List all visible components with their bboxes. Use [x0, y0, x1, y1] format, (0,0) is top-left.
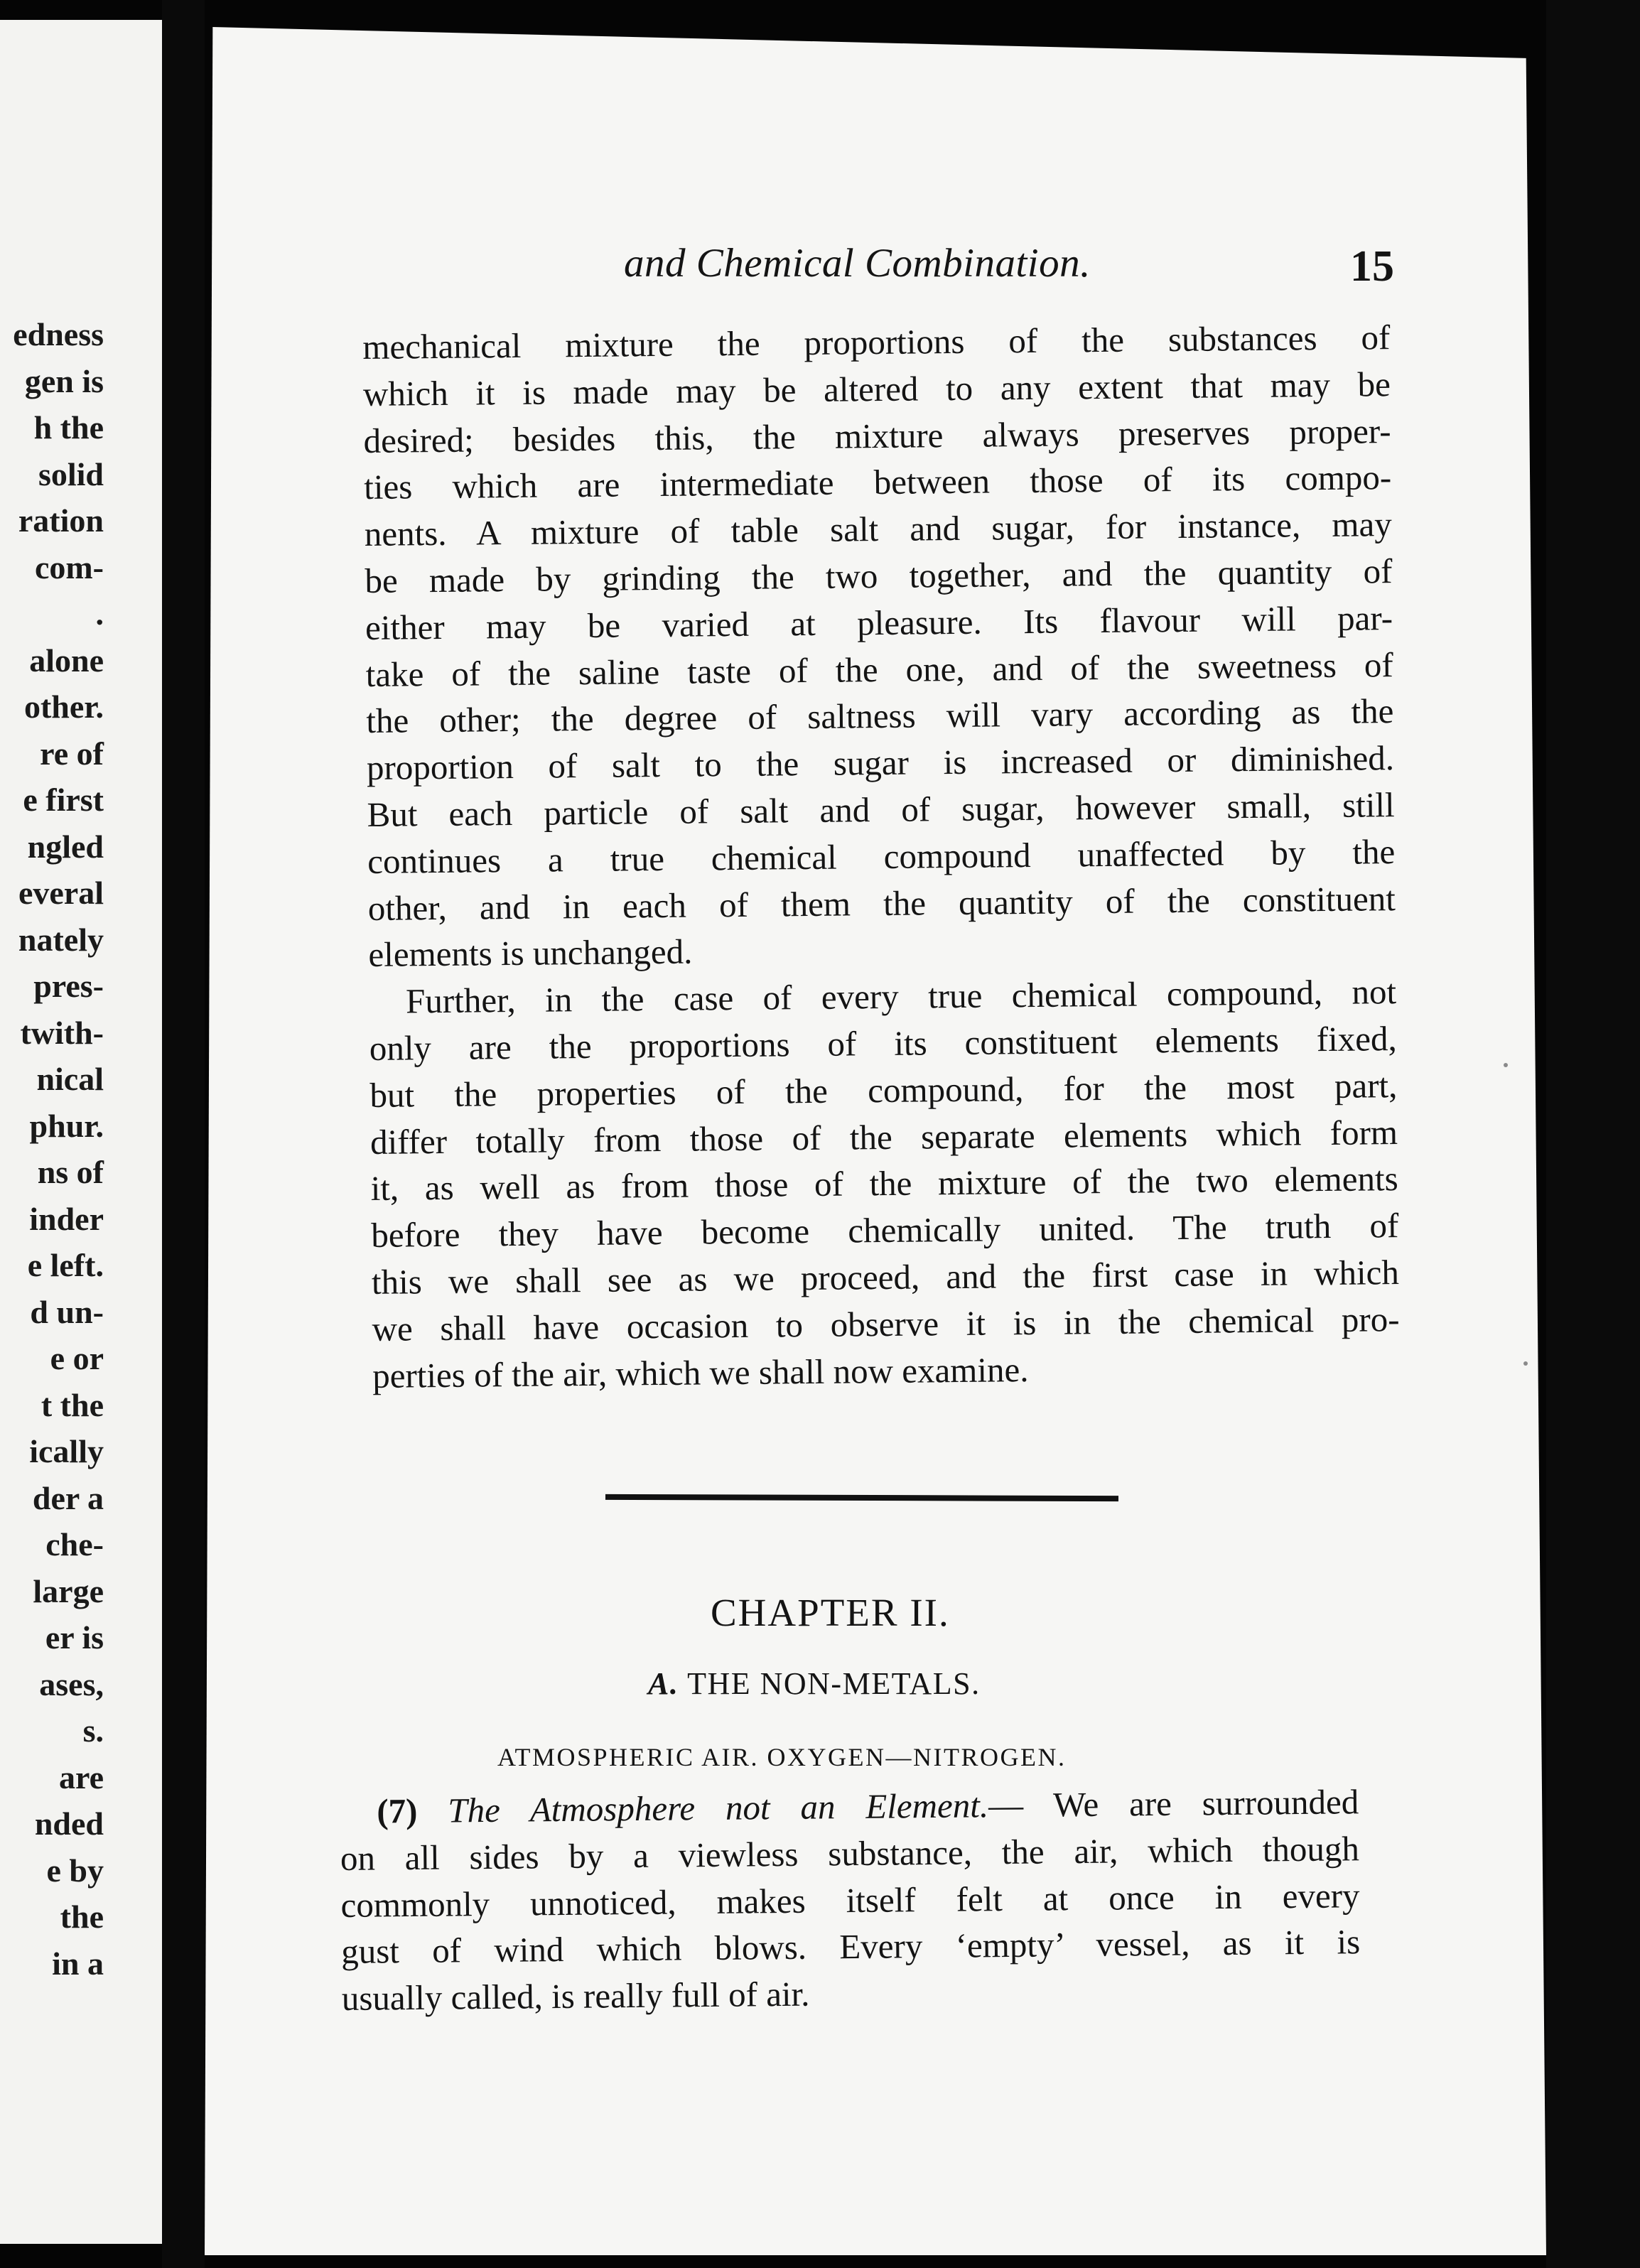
facing-page-fragment: ns of [37, 1154, 104, 1190]
subsection-title: ATMOSPHERIC AIR. OXYGEN—NITROGEN. [497, 1743, 1067, 1771]
body-line: Further, in the case of every true chemical compound, not [405, 972, 1397, 1021]
body-line: gust of wind which blows. Every ‘empty’ vessel, as it is [340, 1922, 1361, 1972]
facing-page-fragment: large [33, 1572, 104, 1609]
facing-page-fragment: inder [29, 1200, 104, 1237]
facing-page-fragment: alone [29, 642, 104, 679]
chapter-title: CHAPTER II. [711, 1591, 950, 1634]
paragraph-lead: — We are surrounded [988, 1782, 1359, 1825]
book-gutter [162, 0, 205, 2268]
body-line: desired; besides this, the mixture always preserves proper- [363, 411, 1391, 460]
body-line: elements is unchanged. [368, 932, 693, 975]
body-line: perties of the air, which we shall now examine. [372, 1349, 1029, 1395]
facing-page-fragment: e by [46, 1852, 104, 1889]
body-line: usually called, is really full of air. [341, 1974, 810, 2019]
scan-speck [1523, 1361, 1528, 1366]
facing-page-fragment: ration [18, 502, 104, 539]
body-paragraphs [362, 314, 1400, 1399]
facing-page-fragment: er is [45, 1619, 104, 1656]
section-title [648, 1665, 981, 1702]
facing-page-fragment: s. [82, 1712, 104, 1749]
body-line: mechanical mixture the proportions of the substances of [362, 318, 1391, 367]
facing-page-fragment: nately [18, 921, 104, 958]
facing-page-fragment: e first [23, 782, 104, 818]
page-number: 15 [1350, 242, 1394, 291]
facing-page-fragment: ically [29, 1433, 104, 1469]
body-line: it, as well as from those of the mixture of the two elements [370, 1159, 1398, 1209]
body-line: on all sides by a viewless substance, the air, which though [340, 1829, 1360, 1878]
body-line: either may be varied at pleasure. Its flavour will par- [365, 598, 1393, 647]
facing-page-fragment: d un- [30, 1293, 104, 1330]
body-line: proportion of salt to the sugar is increased or diminished. [366, 738, 1395, 788]
facing-page-fragment: solid [38, 455, 104, 492]
section-name: THE NON-METALS. [687, 1666, 981, 1701]
body-line: ties which are intermediate between those of its compo- [363, 458, 1392, 507]
facing-page-fragment: e or [50, 1340, 104, 1376]
facing-page-fragment: phur. [29, 1107, 104, 1144]
facing-page-fragment: are [58, 1759, 104, 1796]
facing-page-fragment: re of [40, 735, 104, 772]
facing-page-fragment: che- [45, 1526, 104, 1562]
facing-page-fragment: nical [36, 1061, 104, 1097]
facing-page-fragment: e left. [27, 1247, 104, 1283]
paragraph-7 [340, 1779, 1361, 2023]
facing-page-fragment: der a [32, 1479, 104, 1516]
paragraph-heading: The Atmosphere not an Element. [448, 1786, 989, 1830]
body-line: continues a true chemical compound unaffected by the [367, 831, 1396, 881]
facing-page-fragment: ases, [39, 1665, 104, 1702]
body-line: commonly unnoticed, makes itself felt at once in every [340, 1875, 1360, 1925]
facing-page-left [0, 20, 162, 2244]
facing-page-fragment: twith- [20, 1014, 104, 1051]
body-line: differ totally from those of the separate elements which form [369, 1112, 1398, 1162]
body-line: which it is made may be altered to any extent that may be [362, 364, 1391, 414]
facing-page-fragment: t the [41, 1386, 104, 1423]
facing-page-fragment: edness [13, 316, 104, 352]
facing-page-fragment: h the [33, 409, 104, 446]
facing-page-fragment: gen is [24, 362, 104, 399]
facing-page-fragment: everal [18, 875, 104, 911]
body-line: the other; the degree of saltness will vary according as the [366, 691, 1394, 741]
facing-page-fragment: . [95, 595, 104, 632]
running-head: and Chemical Combination. [624, 241, 1091, 286]
body-line: be made by grinding the two together, and the quantity of [365, 551, 1393, 600]
facing-page-fragment: nded [34, 1805, 104, 1842]
body-line: this we shall see as we proceed, and the first case in which [371, 1252, 1400, 1302]
facing-page-fragment: pres- [33, 968, 104, 1004]
section-letter: A. [648, 1666, 679, 1701]
body-line: we shall have occasion to observe it is in the chemical pro- [372, 1299, 1400, 1349]
facing-page-fragment: other. [23, 688, 104, 725]
facing-page-fragment: in a [52, 1945, 104, 1982]
facing-page-fragment: com- [34, 549, 104, 585]
facing-page-fragment: the [60, 1899, 104, 1935]
body-line: But each particle of salt and of sugar, however small, still [367, 785, 1395, 834]
body-line: nents. A mixture of table salt and sugar, for instance, may [364, 504, 1393, 554]
paragraph-number: (7) [377, 1791, 418, 1831]
body-line: take of the saline taste of the one, and of the sweetness of [365, 644, 1393, 694]
body-line: before they have become chemically united. The truth of [371, 1206, 1399, 1256]
scan-speck [1504, 1063, 1508, 1067]
body-line: only are the proportions of its constituent elements fixed, [369, 1019, 1397, 1068]
facing-page-fragment: ngled [27, 828, 104, 865]
body-line: other, and in each of them the quantity of the constituent [367, 878, 1396, 928]
scan-edge [1546, 0, 1640, 2268]
facing-page-text [0, 311, 104, 1987]
body-line: but the properties of the compound, for the most part, [369, 1065, 1398, 1115]
